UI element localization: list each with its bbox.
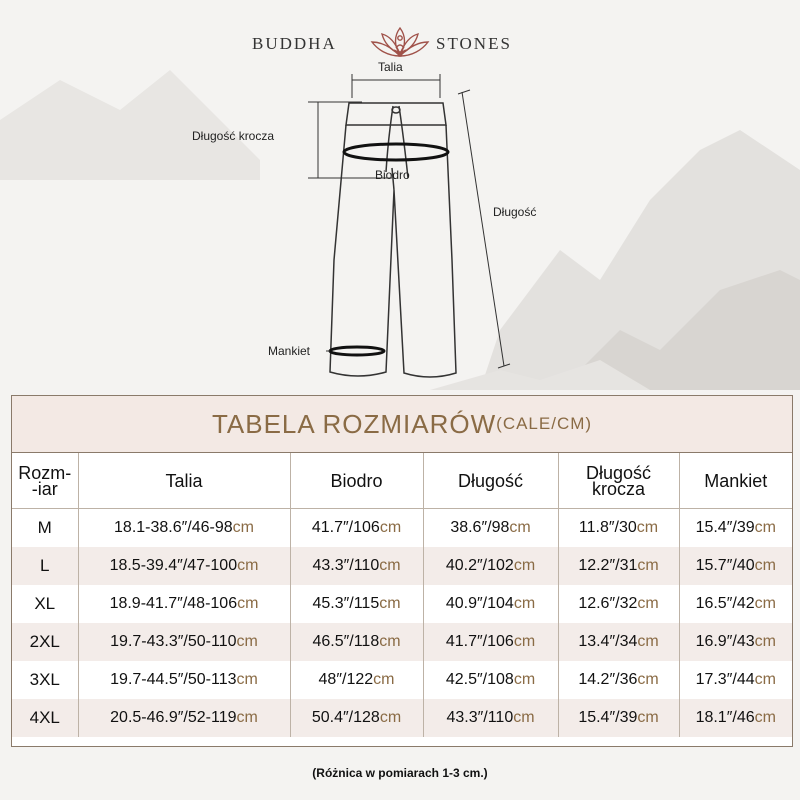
rise-value: 14.2″/36 — [578, 671, 638, 688]
waist-label: Talia — [378, 60, 403, 74]
cm-unit: cm — [754, 633, 776, 650]
rise-value: 12.6″/32 — [578, 595, 638, 612]
table-row — [12, 509, 792, 548]
table-header-row — [12, 453, 792, 509]
pants-diagram — [0, 0, 800, 390]
size-chart-table — [11, 395, 793, 747]
length-value: 43.3″/110 — [446, 709, 514, 726]
cm-unit: cm — [379, 633, 401, 650]
cm-unit: cm — [236, 671, 258, 688]
hip-cell — [290, 623, 423, 661]
cm-unit: cm — [513, 709, 535, 726]
hip-cell — [290, 661, 423, 699]
size-cell: XL — [12, 585, 78, 623]
hip-value: 45.3″/115 — [312, 595, 380, 612]
waist-cell — [78, 661, 290, 699]
header-cuff: Mankiet — [679, 453, 792, 509]
size-table — [12, 453, 792, 737]
cm-unit: cm — [232, 519, 254, 536]
rise-cell — [558, 661, 679, 699]
cm-unit: cm — [237, 595, 259, 612]
cm-unit: cm — [237, 557, 259, 574]
hip-value: 50.4″/128 — [311, 709, 380, 726]
length-value: 38.6″/98 — [450, 519, 510, 536]
length-cell — [423, 585, 558, 623]
hip-cell — [290, 585, 423, 623]
rise-cell — [558, 585, 679, 623]
hip-measure-line — [344, 144, 448, 160]
cm-unit: cm — [379, 709, 402, 726]
cm-unit: cm — [509, 519, 531, 536]
hip-value: 41.7″/106 — [311, 519, 380, 536]
cm-unit: cm — [513, 595, 536, 612]
table-row — [12, 585, 792, 623]
cm-unit: cm — [637, 671, 659, 688]
hip-value: 46.5″/118 — [312, 633, 380, 650]
header-length: Długość — [423, 453, 558, 509]
size-cell: 3XL — [12, 661, 78, 699]
rise-cell — [558, 699, 679, 737]
cm-unit: cm — [637, 557, 659, 574]
table-title-unit: (CALE/CM) — [496, 414, 593, 433]
cuff-cell — [679, 699, 792, 737]
table-title — [12, 396, 792, 453]
header-rise-line2: krocza — [591, 478, 645, 499]
cuff-value: 18.1″/46 — [695, 709, 755, 726]
waist-value: 18.5-39.4″/47-100 — [109, 557, 238, 574]
header-hip: Biodro — [290, 453, 423, 509]
cm-unit: cm — [513, 557, 536, 574]
cuff-value: 17.3″/44 — [695, 671, 755, 688]
waist-value: 19.7-43.3″/50-110 — [110, 633, 237, 650]
cuff-cell — [679, 547, 792, 585]
header-size-line1: Rozm- — [18, 462, 72, 483]
cm-unit: cm — [513, 671, 536, 688]
length-value: 42.5″/108 — [445, 671, 514, 688]
cm-unit: cm — [379, 557, 401, 574]
length-cell — [423, 623, 558, 661]
length-value: 40.2″/102 — [445, 557, 514, 574]
length-cell — [423, 661, 558, 699]
rise-cell — [558, 623, 679, 661]
hip-label: Biodro — [375, 168, 410, 182]
length-cell — [423, 509, 558, 548]
brand-name-right: STONES — [436, 34, 512, 53]
hip-cell — [290, 509, 423, 548]
rise-value: 11.8″/30 — [578, 519, 637, 536]
cm-unit: cm — [236, 709, 258, 726]
header-rise-line1: Długość — [585, 462, 652, 483]
hip-value: 48″/122 — [318, 671, 374, 688]
cuff-value: 15.7″/40 — [695, 557, 755, 574]
waist-value: 19.7-44.5″/50-113 — [110, 671, 237, 688]
cm-unit: cm — [513, 633, 536, 650]
cm-unit: cm — [754, 671, 776, 688]
rise-value: 13.4″/34 — [578, 633, 638, 650]
cm-unit: cm — [373, 671, 395, 688]
waist-cell — [78, 547, 290, 585]
hip-value: 43.3″/110 — [312, 557, 380, 574]
cuff-cell — [679, 661, 792, 699]
table-row — [12, 699, 792, 737]
table-row — [12, 547, 792, 585]
cm-unit: cm — [754, 709, 776, 726]
table-row — [12, 623, 792, 661]
rise-value: 15.4″/39 — [578, 709, 638, 726]
waist-cell — [78, 509, 290, 548]
size-cell: M — [12, 509, 78, 548]
cuff-label: Mankiet — [268, 344, 311, 358]
cm-unit: cm — [637, 595, 659, 612]
cm-unit: cm — [754, 595, 776, 612]
cm-unit: cm — [754, 519, 776, 536]
hip-cell — [290, 699, 423, 737]
table-title-text: TABELA ROZMIARÓW — [211, 408, 497, 439]
cm-unit: cm — [637, 633, 659, 650]
cuff-value: 16.5″/42 — [695, 595, 755, 612]
length-cell — [423, 547, 558, 585]
header-waist: Talia — [78, 453, 290, 509]
cuff-measure-line — [330, 347, 384, 355]
cuff-value: 16.9″/43 — [695, 633, 755, 650]
length-cell — [423, 699, 558, 737]
waist-cell — [78, 699, 290, 737]
length-value: 41.7″/106 — [445, 633, 514, 650]
cuff-cell — [679, 585, 792, 623]
size-cell: 4XL — [12, 699, 78, 737]
rise-label: Długość krocza — [192, 129, 275, 143]
cuff-cell — [679, 623, 792, 661]
cm-unit: cm — [379, 595, 401, 612]
cm-unit: cm — [754, 557, 776, 574]
header-size — [12, 453, 78, 509]
rise-measure-line — [308, 102, 392, 178]
cuff-cell — [679, 509, 792, 548]
cm-unit: cm — [379, 519, 402, 536]
length-value: 40.9″/104 — [445, 595, 514, 612]
waist-value: 18.9-41.7″/48-106 — [109, 595, 238, 612]
cm-unit: cm — [636, 519, 659, 536]
size-cell: 2XL — [12, 623, 78, 661]
waist-value: 18.1-38.6″/46-98 — [114, 519, 233, 536]
pants-illustration — [0, 0, 800, 390]
waist-measure-line — [352, 74, 440, 98]
brand-name-left: BUDDHA — [252, 34, 337, 53]
cm-unit: cm — [637, 709, 659, 726]
cm-unit: cm — [236, 633, 258, 650]
rise-cell — [558, 547, 679, 585]
header-size-line2: -iar — [31, 478, 58, 499]
length-label: Długość — [493, 205, 537, 219]
header-rise — [558, 453, 679, 509]
size-cell: L — [12, 547, 78, 585]
waist-value: 20.5-46.9″/52-119 — [110, 709, 237, 726]
waist-cell — [78, 623, 290, 661]
table-row — [12, 661, 792, 699]
hip-cell — [290, 547, 423, 585]
rise-cell — [558, 509, 679, 548]
measurement-footnote: (Różnica w pomiarach 1-3 cm.) — [312, 766, 488, 780]
length-measure-line — [458, 90, 510, 368]
waist-cell — [78, 585, 290, 623]
rise-value: 12.2″/31 — [578, 557, 638, 574]
cuff-value: 15.4″/39 — [695, 519, 755, 536]
